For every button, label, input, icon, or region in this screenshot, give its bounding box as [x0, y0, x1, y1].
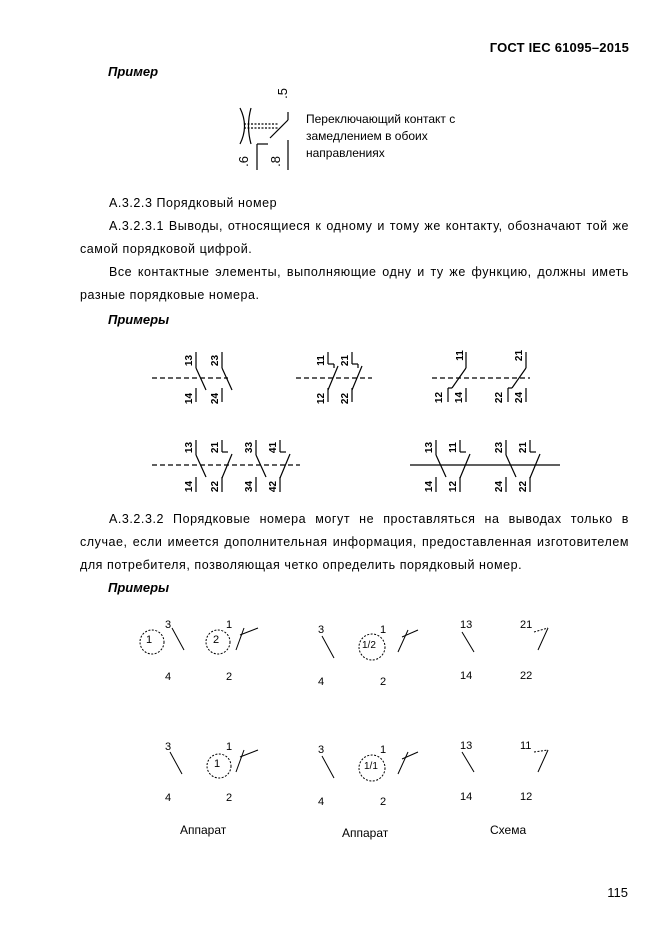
paragraph-3: А.3.2.3.2 Порядковые номера могут не проставляться на выводах только в случае, если имеется дополнительная информация, предоставленная изготовителем для потребителя, позволяющая четко определить порядковый номер.	[80, 512, 629, 572]
terminal-label-8: .8	[267, 156, 283, 167]
terminal-label: 12	[434, 391, 446, 404]
terminal-label: 13	[460, 619, 473, 631]
paragraph-1: А.3.2.3.1 Выводы, относящиеся к одному и тому же контакту, обозначают той же самой порядковой цифрой.	[80, 219, 629, 256]
terminal-label: 4	[318, 676, 325, 688]
delay-arc-right	[249, 108, 252, 144]
caption-line: Переключающий контакт с	[306, 112, 456, 126]
circle-label: 1	[146, 634, 153, 646]
terminal-label: 11	[447, 442, 459, 453]
terminal-label: 21	[340, 354, 352, 367]
section-heading: А.3.2.3 Порядковый номер	[109, 196, 278, 210]
terminal-label: 11	[520, 740, 532, 752]
caption-apparatus: Аппарат	[180, 823, 227, 837]
terminal-label: 14	[184, 392, 196, 405]
terminal-label: 13	[184, 354, 196, 367]
page-number: 115	[607, 885, 628, 900]
terminal-label: 14	[460, 670, 473, 682]
caption-apparatus: Аппарат	[342, 826, 389, 840]
terminal-label: 13	[184, 441, 196, 454]
terminal-label: 24	[494, 480, 506, 493]
terminal-label: 14	[184, 480, 196, 493]
changeover-caption	[306, 111, 455, 162]
examples-label: Примеры	[108, 580, 170, 595]
example-label: Пример	[108, 64, 159, 79]
terminal-label: 2	[380, 796, 387, 808]
circle-label: 2	[213, 634, 220, 646]
terminal-label: 1	[226, 741, 233, 753]
terminal-label: 21	[210, 441, 222, 454]
terminal-label: 1	[380, 744, 387, 756]
caption-scheme: Схема	[490, 823, 527, 837]
terminal-label: 1	[226, 619, 233, 631]
circle-label: 1/2	[362, 640, 376, 651]
terminal-label: 3	[318, 624, 325, 636]
terminal-label: 4	[318, 796, 325, 808]
terminal-label: 4	[165, 792, 172, 804]
paragraph-2: Все контактные элементы, выполняющие одну и ту же функцию, должны иметь разные порядковые номера.	[80, 265, 629, 302]
terminal-label: 2	[226, 792, 233, 804]
terminal-label: 22	[518, 480, 530, 493]
terminal-label: 22	[210, 480, 222, 493]
terminal-label: 23	[494, 441, 506, 454]
terminal-label: 11	[315, 355, 327, 366]
terminal-label: 21	[520, 619, 533, 631]
terminal-label: 12	[316, 392, 328, 405]
terminal-label: 21	[518, 441, 530, 454]
terminal-label: 2	[226, 671, 233, 683]
terminal-label: 22	[340, 392, 352, 405]
delay-arc-left	[240, 108, 245, 144]
terminal-label: 11	[454, 350, 466, 361]
terminal-label: 14	[454, 391, 466, 404]
terminal-label: 24	[210, 392, 222, 405]
terminal-label: 21	[514, 349, 526, 362]
terminal-label: 3	[318, 744, 325, 756]
terminal-label-6: .6	[235, 156, 251, 167]
terminal-label: 12	[448, 480, 460, 493]
terminal-label: 34	[244, 480, 256, 493]
terminal-label: 33	[244, 441, 256, 454]
circle-label: 1	[214, 758, 221, 770]
terminal-label: 13	[424, 441, 436, 454]
terminal-label: 42	[268, 480, 280, 493]
terminal-label: 12	[520, 791, 533, 803]
circle-label: 1/1	[364, 761, 378, 772]
examples-label: Примеры	[108, 312, 170, 327]
terminal-label: 1	[380, 624, 387, 636]
terminal-label: 4	[165, 671, 172, 683]
terminal-label: 24	[514, 391, 526, 404]
standard-header: ГОСТ IEC 61095–2015	[489, 40, 629, 55]
terminal-label: 14	[460, 791, 473, 803]
terminal-label: 3	[165, 619, 172, 631]
terminal-label: 23	[210, 354, 222, 367]
caption-line: направлениях	[306, 146, 385, 160]
terminal-label-5: .5	[274, 88, 290, 99]
terminal-label: 14	[424, 480, 436, 493]
terminal-label: 2	[380, 676, 387, 688]
caption-line: замедлением в обоих	[306, 129, 428, 143]
terminal-label: 3	[165, 741, 172, 753]
terminal-label: 41	[268, 441, 280, 454]
terminal-label: 22	[520, 670, 533, 682]
terminal-label: 13	[460, 740, 473, 752]
terminal-label: 22	[494, 391, 506, 404]
